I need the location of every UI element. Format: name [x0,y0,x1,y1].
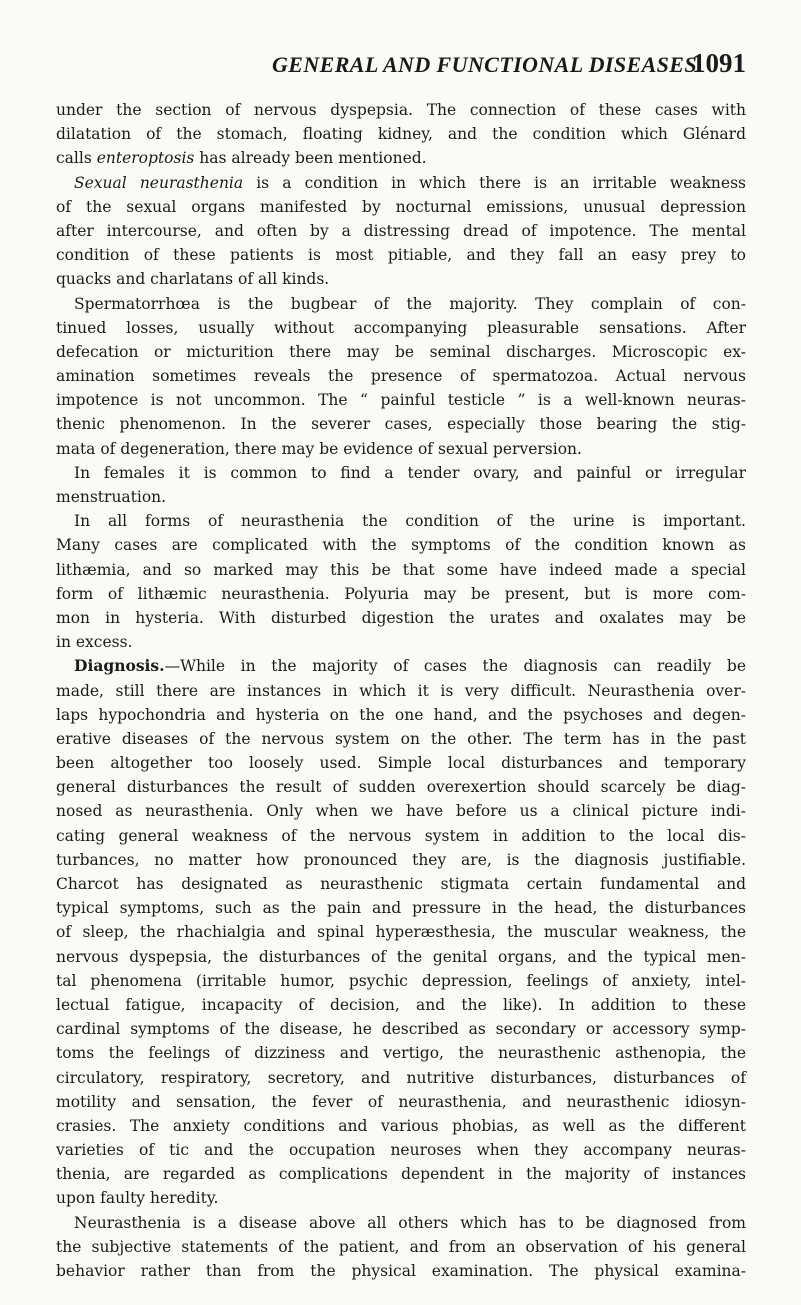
text-line [56,171,746,195]
page-number: 1091 [692,48,746,78]
text-line: nervous dyspepsia, the disturbances of the genital organs, and the typical men- [56,947,746,966]
text-line: laps hypochondria and hysteria on the one hand, and the psychoses and degen- [56,705,746,724]
text-line: the subjective statements of the patient, and from an observation of his general [56,1237,746,1256]
italic-term-enteroptosis: enteroptosis [96,149,195,168]
text-line: Neurasthenia is a disease above all others which has to be diagnosed from [74,1213,746,1232]
text-run: —While in the majority of cases the diagnosis can readily be [164,657,746,676]
text-line: impotence is not uncommon. The “ painful testicle ” is a well-known neuras- [56,391,746,410]
text-line: cardinal symptoms of the disease, he described as secondary or accessory symp- [56,1020,746,1039]
text-line: condition of these patients is most pitiable, and they fall an easy prey to [56,246,746,265]
text-line: varieties of tic and the occupation neuroses when they accompany neuras- [56,1141,746,1160]
text-line: behavior rather than from the physical examination. The physical examina- [56,1262,746,1280]
italic-heading-sexual-neurasthenia: Sexual neurasthenia [74,173,244,192]
text-line: erative diseases of the nervous system on the other. The term has in the past [56,729,746,748]
text-line: tal phenomena (irritable humor, psychic depression, feelings of anxiety, intel- [56,971,746,990]
text-line: typical symptoms, such as the pain and pressure in the head, the disturbances [56,899,746,918]
text-line: lectual fatigue, incapacity of decision, and the like). In addition to these [56,995,746,1014]
text-line: motility and sensation, the fever of neurasthenia, and neurasthenic idiosyn- [56,1092,746,1111]
text-line: quacks and charlatans of all kinds. [56,270,330,289]
text-line: been altogether too loosely used. Simple local disturbances and temporary [56,754,746,773]
text-line: Charcot has designated as neurasthenic stigmata certain fundamental and [56,875,746,893]
text-line: tinued losses, usually without accompanying pleasurable sensations. After [56,318,746,337]
text-line: form of lithæmic neurasthenia. Polyuria may be present, but is more com- [56,584,746,603]
text-run: calls [56,149,97,168]
text-line: defecation or micturition there may be seminal discharges. Microscopic ex- [56,342,746,361]
running-head: GENERAL AND FUNCTIONAL DISEASES. [272,52,703,77]
text-line: after intercourse, and often by a distressing dread of impotence. The mental [56,221,746,240]
text-line: In all forms of neurasthenia the condition of the urine is important. [74,512,746,531]
text-line: menstruation. [56,488,167,506]
text-line: Many cases are complicated with the symptoms of the condition known as [56,536,746,555]
text-line: in excess. [56,633,133,652]
text-line: cating general weakness of the nervous system in addition to the local dis- [56,826,746,845]
text-line: lithæmia, and so marked may this be that some have indeed made a special [56,560,746,579]
text-line: general disturbances the result of sudden overexertion should scarcely be diag- [56,778,746,797]
text-line: dilatation of the stomach, floating kidney, and the condition which Glénard [56,125,746,144]
text-line: Spermatorrhœa is the bugbear of the majority. They complain of con- [74,294,746,313]
text-line: turbances, no matter how pronounced they are, is the diagnosis justifiable. [56,850,746,869]
text-line: thenic phenomenon. In the severer cases, especially those bearing the stig- [56,415,746,434]
text-line: thenia, are regarded as complications dependent in the majority of instances [56,1165,746,1184]
text-line [56,654,746,678]
text-line: crasies. The anxiety conditions and various phobias, as well as the different [56,1116,746,1135]
text-line: In females it is common to find a tender ovary, and painful or irregular [74,463,746,482]
section-heading-diagnosis: Diagnosis. [74,656,165,676]
body-text [56,98,746,1283]
text-line: of the sexual organs manifested by nocturnal emissions, unusual depression [56,197,746,216]
page-header [56,48,746,82]
text-line: mon in hysteria. With disturbed digestion the urates and oxalates may be [56,608,746,627]
text-line: made, still there are instances in which it is very difficult. Neurasthenia over- [56,681,746,700]
text-line: toms the feelings of dizziness and vertigo, the neurasthenic asthenopia, the [56,1044,746,1063]
text-line [56,146,746,170]
text-line: of sleep, the rhachialgia and spinal hyperæsthesia, the muscular weakness, the [56,923,746,942]
text-line: circulatory, respiratory, secretory, and nutritive disturbances, disturbances of [56,1068,746,1087]
text-line: under the section of nervous dyspepsia. The connection of these cases with [56,101,746,119]
text-run: has already been mentioned. [194,149,427,168]
text-line: mata of degeneration, there may be evidence of sexual perversion. [56,439,582,458]
text-run: is a condition in which there is an irritable weakness [243,173,746,192]
text-line: nosed as neurasthenia. Only when we have before us a clinical picture indi- [56,802,746,821]
text-line: amination sometimes reveals the presence of spermatozoa. Actual nervous [56,367,746,386]
text-line: upon faulty heredity. [56,1189,219,1208]
